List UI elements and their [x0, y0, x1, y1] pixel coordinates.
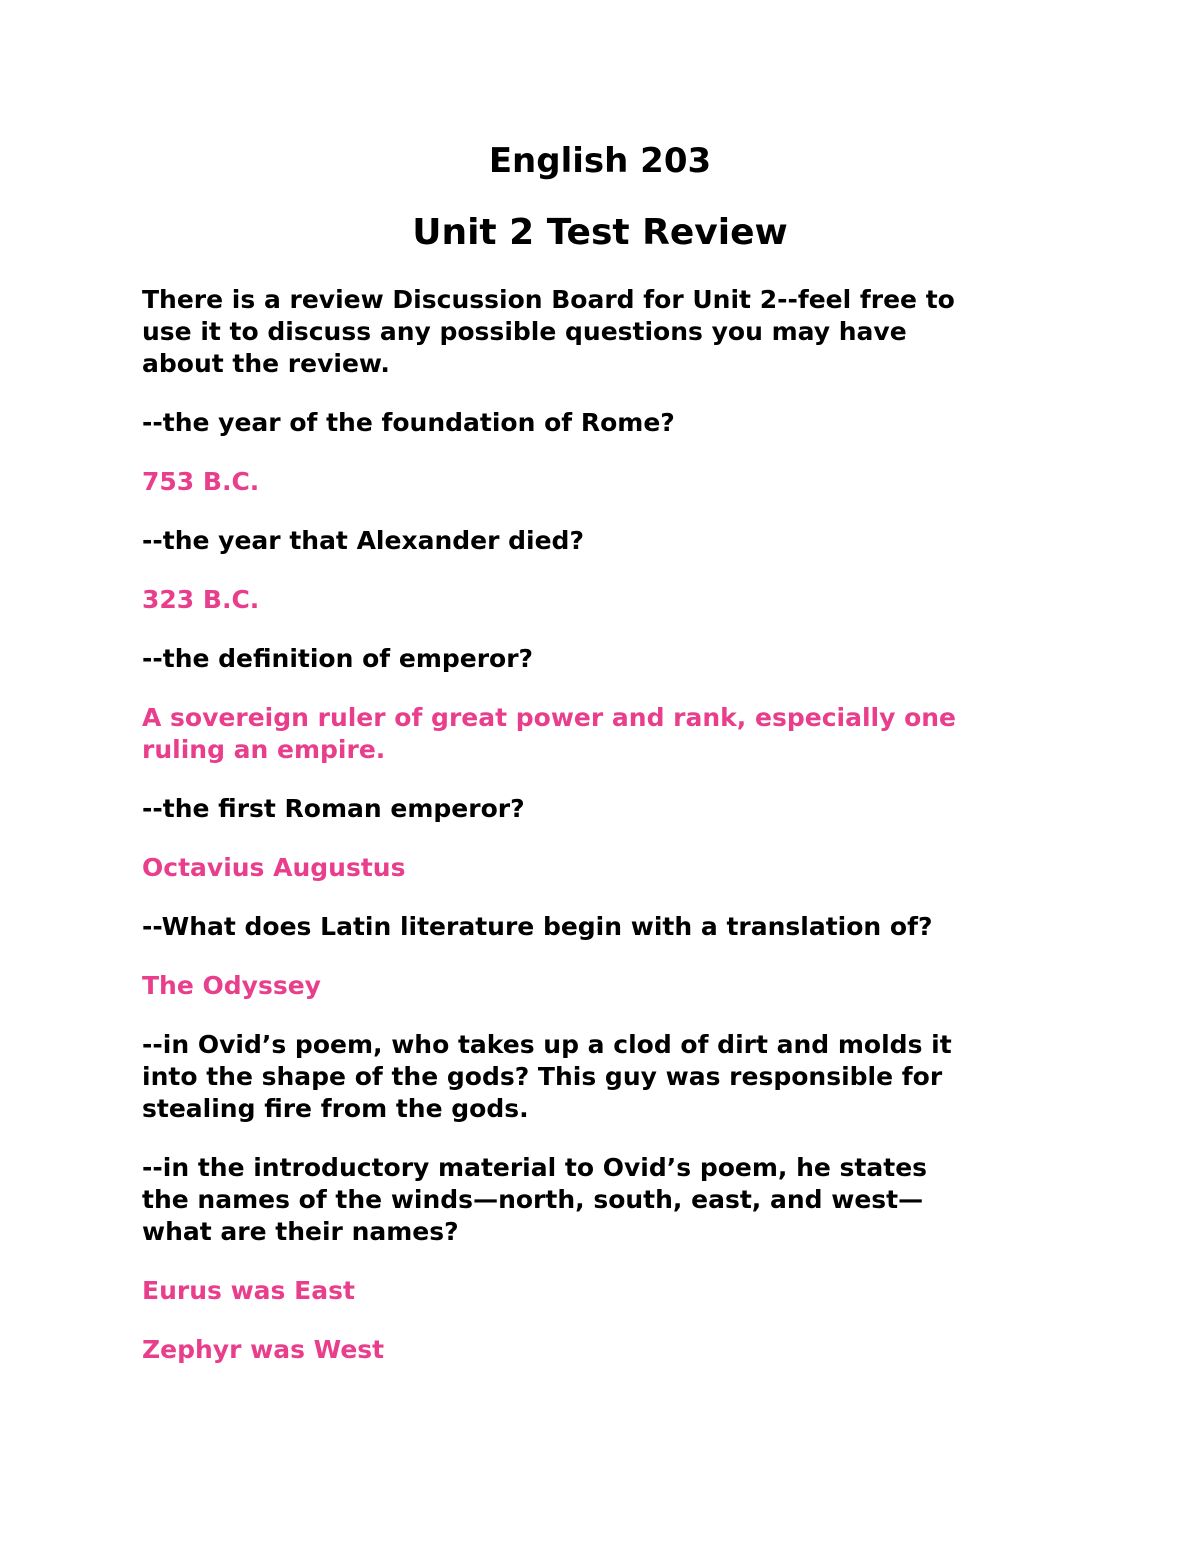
question-rome-foundation: --the year of the foundation of Rome?	[142, 408, 675, 437]
course-title: English 203	[488, 141, 712, 181]
answer-emperor-definition: A sovereign ruler of great power and rank, especially one ruling an empire.	[142, 703, 957, 764]
question-latin-literature: --What does Latin literature begin with a translation of?	[142, 912, 933, 941]
question-ovid-clod: --in Ovid’s poem, who takes up a clod of dirt and molds it into the shape of the gods? This guy was responsible for stealing fire from the gods.	[142, 1030, 952, 1123]
answer-rome-foundation: 753 B.C.	[142, 467, 260, 496]
question-first-roman-emperor: --the first Roman emperor?	[142, 794, 525, 823]
question-emperor-definition: --the definition of emperor?	[142, 644, 534, 673]
intro-paragraph: There is a review Discussion Board for Unit 2--feel free to use it to discuss any possible questions you may have about the review.	[142, 285, 955, 378]
question-ovid-winds: --in the introductory material to Ovid’s poem, he states the names of the winds—north, south, east, and west— what are their names?	[142, 1153, 928, 1246]
page-title: Unit 2 Test Review	[412, 212, 788, 253]
answer-wind-east: Eurus was East	[142, 1276, 355, 1305]
question-alexander-death: --the year that Alexander died?	[142, 526, 584, 555]
review-content	[142, 284, 1082, 1393]
answer-latin-literature: The Odyssey	[142, 971, 321, 1000]
answer-alexander-death: 323 B.C.	[142, 585, 260, 614]
answer-wind-west: Zephyr was West	[142, 1335, 385, 1364]
answer-first-roman-emperor: Octavius Augustus	[142, 853, 406, 882]
